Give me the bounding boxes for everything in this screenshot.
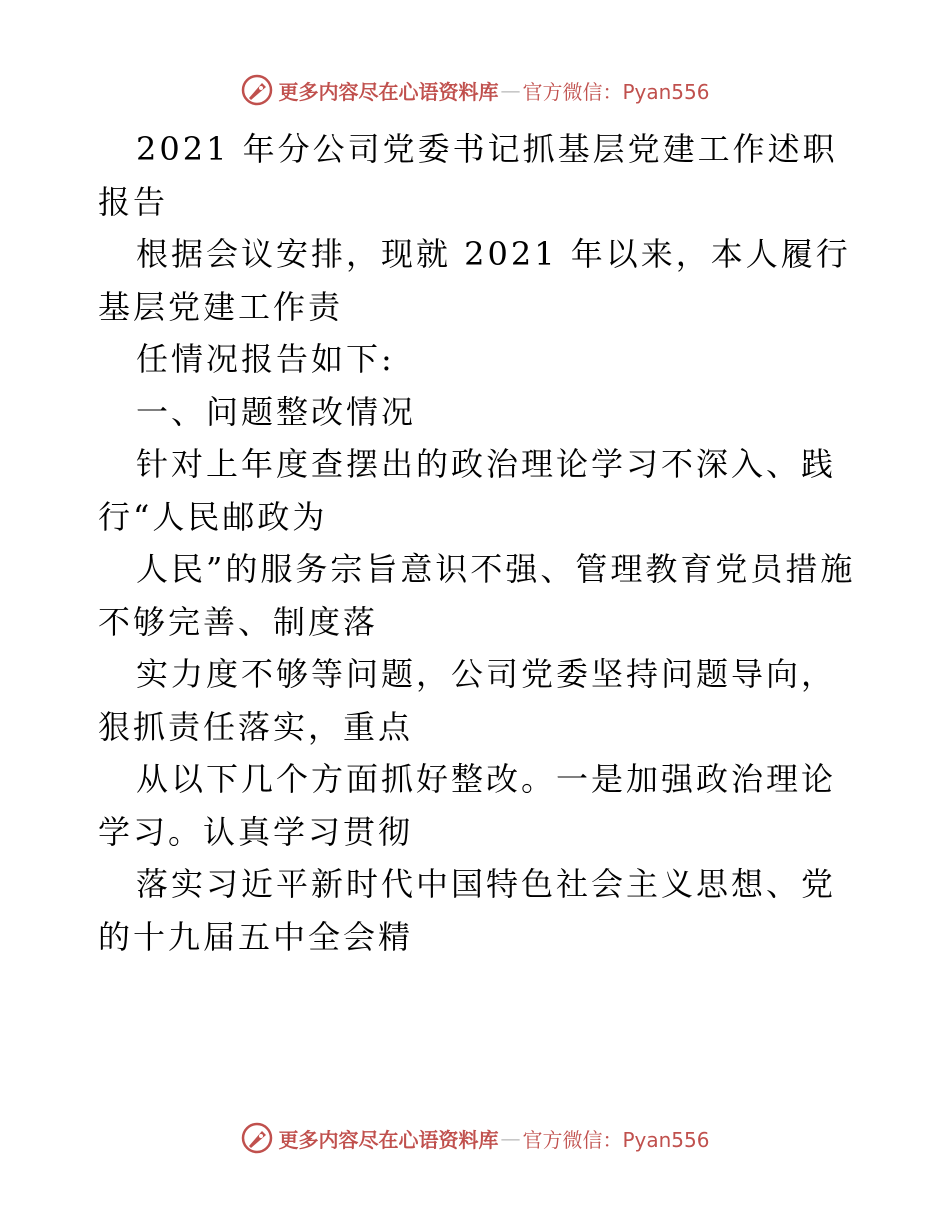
pen-nib-circle-icon (240, 73, 274, 107)
paragraph: 根据会议安排，现就 2021 年以来，本人履行基层党建工作责 (98, 235, 851, 326)
watermark-text: 更多内容尽在心语资料库 (278, 1127, 499, 1152)
watermark-dash: — (500, 78, 521, 102)
pen-nib-circle-icon (240, 1121, 274, 1155)
watermark-wechat: 官方微信：Pyan556 (522, 1127, 710, 1152)
header-watermark (0, 70, 950, 110)
paragraph: 从以下几个方面抓好整改。一是加强政治理论学习。认真学习贯彻 (98, 760, 837, 851)
watermark-dash: — (500, 1126, 521, 1150)
watermark-text: 更多内容尽在心语资料库 (278, 79, 499, 104)
paragraph: 针对上年度查摆出的政治理论学习不深入、践行“人民邮政为 (98, 445, 837, 536)
watermark-wechat: 官方微信：Pyan556 (522, 79, 710, 104)
footer-watermark (0, 1118, 950, 1158)
paragraph: 落实习近平新时代中国特色社会主义思想、党的十九届五中全会精 (98, 865, 837, 956)
document-body (98, 123, 858, 963)
paragraph: 实力度不够等问题，公司党委坚持问题导向，狠抓责任落实，重点 (98, 655, 837, 746)
section-heading: 一、问题整改情况 (136, 392, 417, 431)
paragraph: 人民”的服务宗旨意识不强、管理教育党员措施不够完善、制度落 (98, 550, 856, 641)
document-title: 2021 年分公司党委书记抓基层党建工作述职报告 (98, 130, 838, 221)
paragraph: 任情况报告如下: (136, 340, 395, 378)
